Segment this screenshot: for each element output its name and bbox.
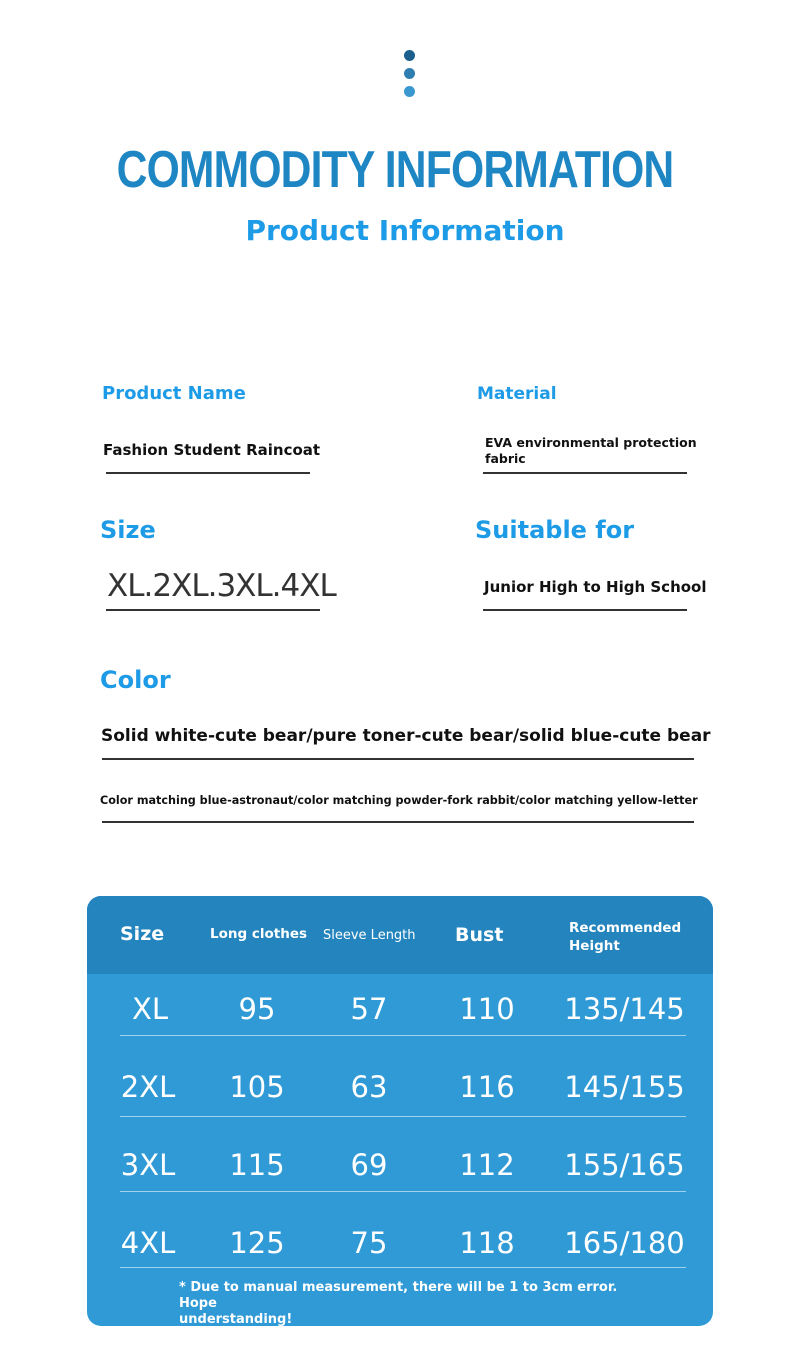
header-size: Size [120, 923, 165, 945]
divider [106, 472, 310, 474]
page-subtitle: Product Information [245, 214, 565, 247]
dot-icon [404, 68, 415, 79]
measurement-note [179, 1280, 649, 1326]
table-header [87, 896, 713, 974]
table-row [87, 1070, 713, 1146]
cell-height: 155/165 [564, 1148, 685, 1182]
cell-height: 135/145 [564, 992, 685, 1026]
table-row [87, 992, 713, 1068]
cell-size: 3XL [120, 1148, 176, 1182]
dot-icon [404, 86, 415, 97]
size-table [87, 896, 713, 1326]
divider [102, 758, 694, 760]
header-height-line: Recommended [569, 920, 682, 936]
page-title: COMMODITY INFORMATION [116, 141, 674, 199]
suitable-label: Suitable for [475, 516, 635, 544]
color-label: Color [100, 666, 171, 694]
row-divider [120, 1116, 686, 1117]
product-name-label: Product Name [102, 383, 246, 404]
material-value-line: EVA environmental protection [485, 435, 697, 450]
cell-sleeve: 69 [350, 1148, 388, 1182]
cell-bust: 110 [459, 992, 515, 1026]
cell-size: XL [131, 992, 169, 1026]
note-line: understanding! [179, 1312, 293, 1326]
cell-sleeve: 75 [350, 1226, 388, 1260]
cell-bust: 112 [459, 1148, 515, 1182]
header-sleeve-length: Sleeve Length [323, 928, 416, 943]
header-height-line: Height [569, 938, 620, 954]
material-value [485, 435, 697, 467]
cell-sleeve: 57 [350, 992, 388, 1026]
color-value-1: Solid white-cute bear/pure toner-cute bear/solid blue-cute bear [101, 726, 711, 746]
row-divider [120, 1267, 686, 1268]
cell-long-clothes: 105 [229, 1070, 285, 1104]
divider [483, 609, 687, 611]
cell-long-clothes: 115 [229, 1148, 285, 1182]
cell-height: 145/155 [564, 1070, 685, 1104]
header-bust: Bust [455, 924, 504, 946]
cell-size: 2XL [120, 1070, 176, 1104]
cell-height: 165/180 [564, 1226, 685, 1260]
note-line: * Due to manual measurement, there will be 1 to 3cm error. Hope [179, 1280, 618, 1311]
divider [483, 472, 687, 474]
cell-bust: 116 [459, 1070, 515, 1104]
color-value-2: Color matching blue-astronaut/color matching powder-fork rabbit/color matching yellow-letter [100, 794, 698, 807]
cell-size: 4XL [120, 1226, 176, 1260]
cell-sleeve: 63 [350, 1070, 388, 1104]
cell-bust: 118 [459, 1226, 515, 1260]
decorative-dots [404, 50, 416, 104]
material-value-line: fabric [485, 451, 526, 466]
product-name-value: Fashion Student Raincoat [103, 441, 321, 459]
cell-long-clothes: 125 [229, 1226, 285, 1260]
header-recommended-height [569, 919, 681, 955]
size-label: Size [100, 516, 156, 544]
dot-icon [404, 50, 415, 61]
table-row [87, 1148, 713, 1224]
material-label: Material [477, 384, 557, 404]
row-divider [120, 1035, 686, 1036]
size-value: XL.2XL.3XL.4XL [107, 568, 336, 604]
divider [102, 821, 694, 823]
row-divider [120, 1191, 686, 1192]
divider [106, 609, 320, 611]
suitable-value: Junior High to High School [484, 578, 707, 596]
header-long-clothes: Long clothes [210, 926, 308, 942]
cell-long-clothes: 95 [238, 992, 276, 1026]
